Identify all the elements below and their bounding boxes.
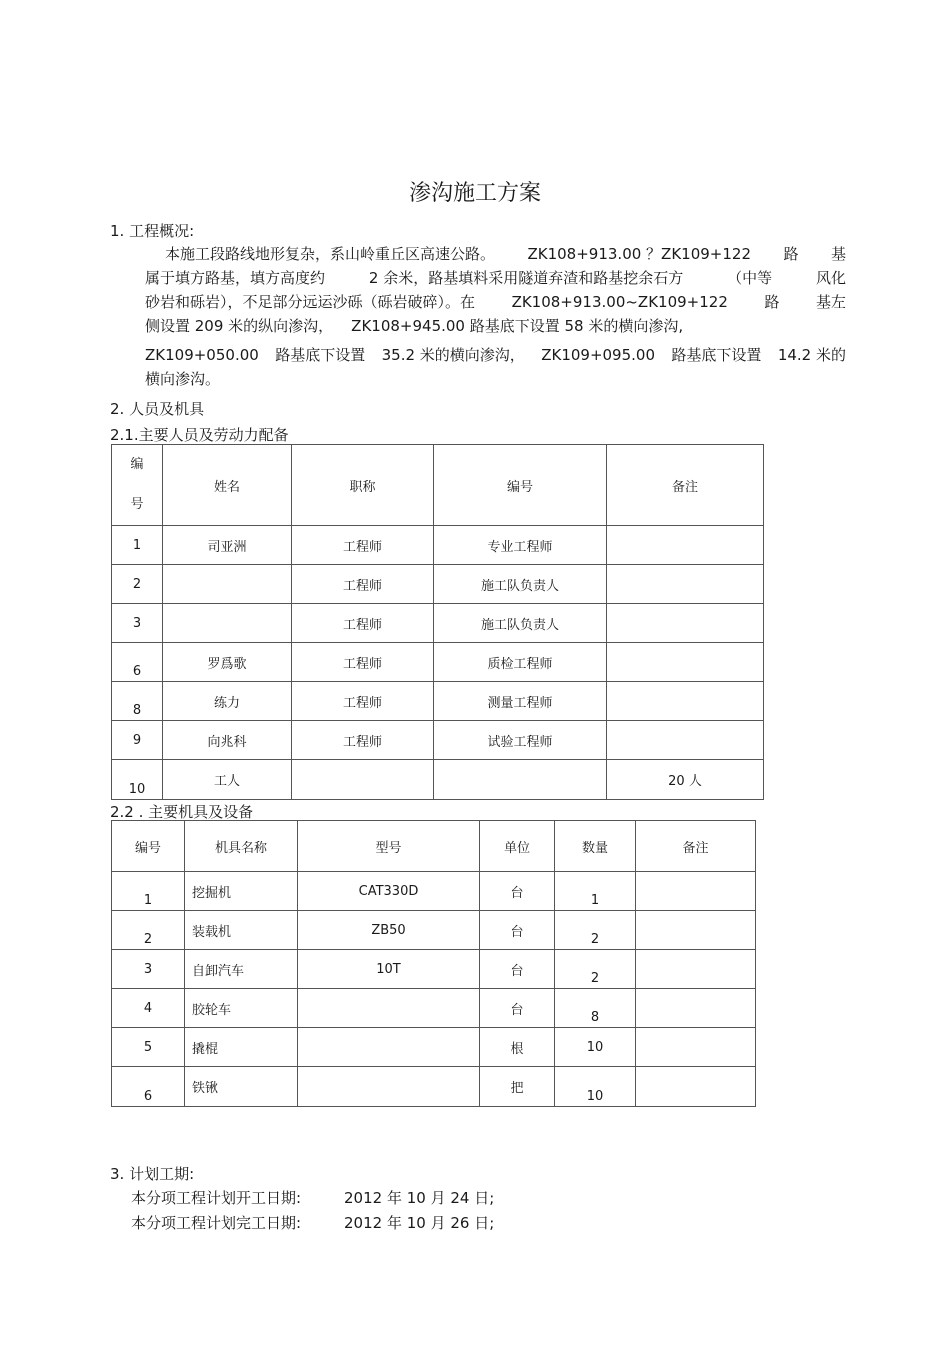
overview-text: ZK108+913.00 ？ZK109+122: [527, 245, 751, 263]
table-row: [112, 760, 764, 800]
table-row: [112, 1067, 756, 1107]
overview-text: 路: [783, 245, 799, 263]
table-row: [112, 721, 764, 760]
overview-line-4: [145, 314, 846, 338]
table-cell: 罗爲歌: [163, 643, 292, 682]
table-cell: [298, 989, 480, 1028]
overview-text: （中等: [727, 269, 773, 287]
table-cell: 2: [555, 950, 636, 989]
header-title: [292, 445, 434, 526]
table-cell: 台: [480, 872, 555, 911]
table-cell: [636, 1067, 756, 1107]
table-cell: [636, 911, 756, 950]
section-2-2-heading: 2.2 . 主要机具及设备: [110, 803, 254, 821]
overview-text: ZK109+095.00: [541, 346, 655, 364]
table-cell: [163, 565, 292, 604]
page-title: 渗沟施工方案: [408, 181, 541, 206]
table-cell: 装载机: [185, 911, 298, 950]
table-cell: ZB50: [298, 911, 480, 950]
header-remark: [607, 445, 764, 526]
table-cell: 3: [112, 604, 163, 643]
table-header-row: [112, 445, 764, 526]
overview-text: ZK108+945.00 路基底下设置 58 米的横向渗沟,: [351, 317, 684, 335]
overview-text: ZK108+913.00~ZK109+122: [511, 293, 728, 311]
table-row: [112, 604, 764, 643]
table-cell: 2: [112, 911, 185, 950]
header-text: 编号: [506, 479, 533, 495]
table-cell: 1: [555, 872, 636, 911]
section-1-heading: 1. 工程概况:: [110, 222, 195, 240]
table-row: [112, 989, 756, 1028]
overview-line-3: [145, 290, 846, 314]
header-id: 编号: [112, 821, 185, 872]
overview-text: 路基底下设置: [275, 346, 366, 364]
table-cell: [607, 526, 764, 565]
table-cell: 2: [112, 565, 163, 604]
table-cell: 测量工程师: [434, 682, 607, 721]
table-cell: 挖掘机: [185, 872, 298, 911]
table-cell: 4: [112, 989, 185, 1028]
table-cell: [292, 760, 434, 800]
table-row: [112, 1028, 756, 1067]
table-cell: [636, 1028, 756, 1067]
table-cell: 10: [555, 1067, 636, 1107]
table-cell: 6: [112, 1067, 185, 1107]
overview-line-1: [145, 242, 846, 266]
end-date-value: 2012 年 10 月 26 日;: [344, 1214, 495, 1232]
table-cell: 根: [480, 1028, 555, 1067]
overview-text: 砂岩和砾岩），不足部分远运沙砾（砾岩破碎）。在: [145, 293, 476, 311]
table-cell: [607, 643, 764, 682]
table-cell: 铁锹: [185, 1067, 298, 1107]
table-cell: [434, 760, 607, 800]
table-row: [112, 872, 756, 911]
table-cell: 工程师: [292, 682, 434, 721]
table-cell: 8: [555, 989, 636, 1028]
table-cell: 司亚洲: [163, 526, 292, 565]
table-cell: 10: [555, 1028, 636, 1067]
header-remark: 备注: [636, 821, 756, 872]
table-cell: 1: [112, 526, 163, 565]
start-date-value: 2012 年 10 月 24 日;: [344, 1189, 495, 1207]
header-id: 编 号: [112, 445, 163, 526]
table-row: [112, 950, 756, 989]
overview-text: 本施工段路线地形复杂，系山岭重丘区高速公路。: [165, 245, 496, 263]
section-2-1-heading: 2.1.主要人员及劳动力配备: [110, 426, 289, 444]
personnel-table: [111, 444, 764, 800]
section-3-heading: 3. 计划工期:: [110, 1165, 195, 1183]
table-cell: 专业工程师: [434, 526, 607, 565]
overview-text: 侧设置 209 米的纵向渗沟，: [145, 317, 334, 335]
table-cell: [636, 950, 756, 989]
table-cell: [636, 989, 756, 1028]
table-cell: 3: [112, 950, 185, 989]
table-header-row: [112, 821, 756, 872]
header-model: 型号: [298, 821, 480, 872]
section-2-heading: 2. 人员及机具: [110, 400, 205, 418]
overview-text: 14.2 米的: [777, 346, 846, 364]
table-cell: 自卸汽车: [185, 950, 298, 989]
table-cell: 20 人: [607, 760, 764, 800]
table-cell: 工程师: [292, 643, 434, 682]
table-cell: 台: [480, 989, 555, 1028]
table-cell: 撬棍: [185, 1028, 298, 1067]
overview-text: 基: [830, 245, 846, 263]
overview-text: 横向渗沟。: [145, 370, 221, 388]
table-cell: 5: [112, 1028, 185, 1067]
header-text: 职称: [349, 479, 376, 495]
table-cell: 工程师: [292, 565, 434, 604]
header-equipment-name: 机具名称: [185, 821, 298, 872]
end-date-label: 本分项工程计划完工日期:: [131, 1214, 302, 1232]
table-cell: 把: [480, 1067, 555, 1107]
overview-line-5: [145, 343, 846, 367]
table-cell: 向兆科: [163, 721, 292, 760]
table-cell: 1: [112, 872, 185, 911]
table-row: [112, 643, 764, 682]
table-cell: [607, 682, 764, 721]
table-cell: [298, 1028, 480, 1067]
header-name: [163, 445, 292, 526]
table-row: [112, 911, 756, 950]
table-cell: 台: [480, 950, 555, 989]
table-cell: CAT330D: [298, 872, 480, 911]
overview-text: 基左: [815, 293, 846, 311]
start-date-label: 本分项工程计划开工日期:: [131, 1189, 302, 1207]
table-cell: 工程师: [292, 604, 434, 643]
overview-paragraph: [145, 242, 846, 391]
table-cell: 台: [480, 911, 555, 950]
table-cell: 工程师: [292, 721, 434, 760]
table-cell: 胶轮车: [185, 989, 298, 1028]
table-row: [112, 682, 764, 721]
table-cell: [163, 604, 292, 643]
header-text: 姓名: [213, 479, 240, 495]
table-cell: 8: [112, 682, 163, 721]
table-cell: [636, 872, 756, 911]
overview-text: 2 余米，路基填料采用隧道弃渣和路基挖余石方: [368, 269, 684, 287]
table-row: [112, 526, 764, 565]
overview-text: 属于填方路基，填方高度约: [145, 269, 326, 287]
overview-text: 路基底下设置: [671, 346, 762, 364]
table-cell: [607, 721, 764, 760]
table-cell: 9: [112, 721, 163, 760]
header-unit: 单位: [480, 821, 555, 872]
equipment-table: [111, 820, 756, 1107]
table-cell: [607, 604, 764, 643]
header-number: [434, 445, 607, 526]
overview-text: 路: [764, 293, 780, 311]
table-cell: 10: [112, 760, 163, 800]
header-text: 备注: [671, 479, 698, 495]
table-row: [112, 565, 764, 604]
overview-text: ZK109+050.00: [145, 346, 259, 364]
table-cell: 10T: [298, 950, 480, 989]
table-cell: 质检工程师: [434, 643, 607, 682]
table-cell: 施工队负责人: [434, 565, 607, 604]
table-cell: 2: [555, 911, 636, 950]
table-cell: [607, 565, 764, 604]
table-cell: 练力: [163, 682, 292, 721]
overview-line-6: [145, 367, 846, 391]
table-cell: [298, 1067, 480, 1107]
table-cell: 试验工程师: [434, 721, 607, 760]
overview-line-2: [145, 266, 846, 290]
overview-text: 风化: [815, 269, 846, 287]
table-cell: 施工队负责人: [434, 604, 607, 643]
table-cell: 6: [112, 643, 163, 682]
table-cell: 工人: [163, 760, 292, 800]
overview-text: 35.2 米的横向渗沟，: [381, 346, 525, 364]
header-quantity: 数量: [555, 821, 636, 872]
table-cell: 工程师: [292, 526, 434, 565]
